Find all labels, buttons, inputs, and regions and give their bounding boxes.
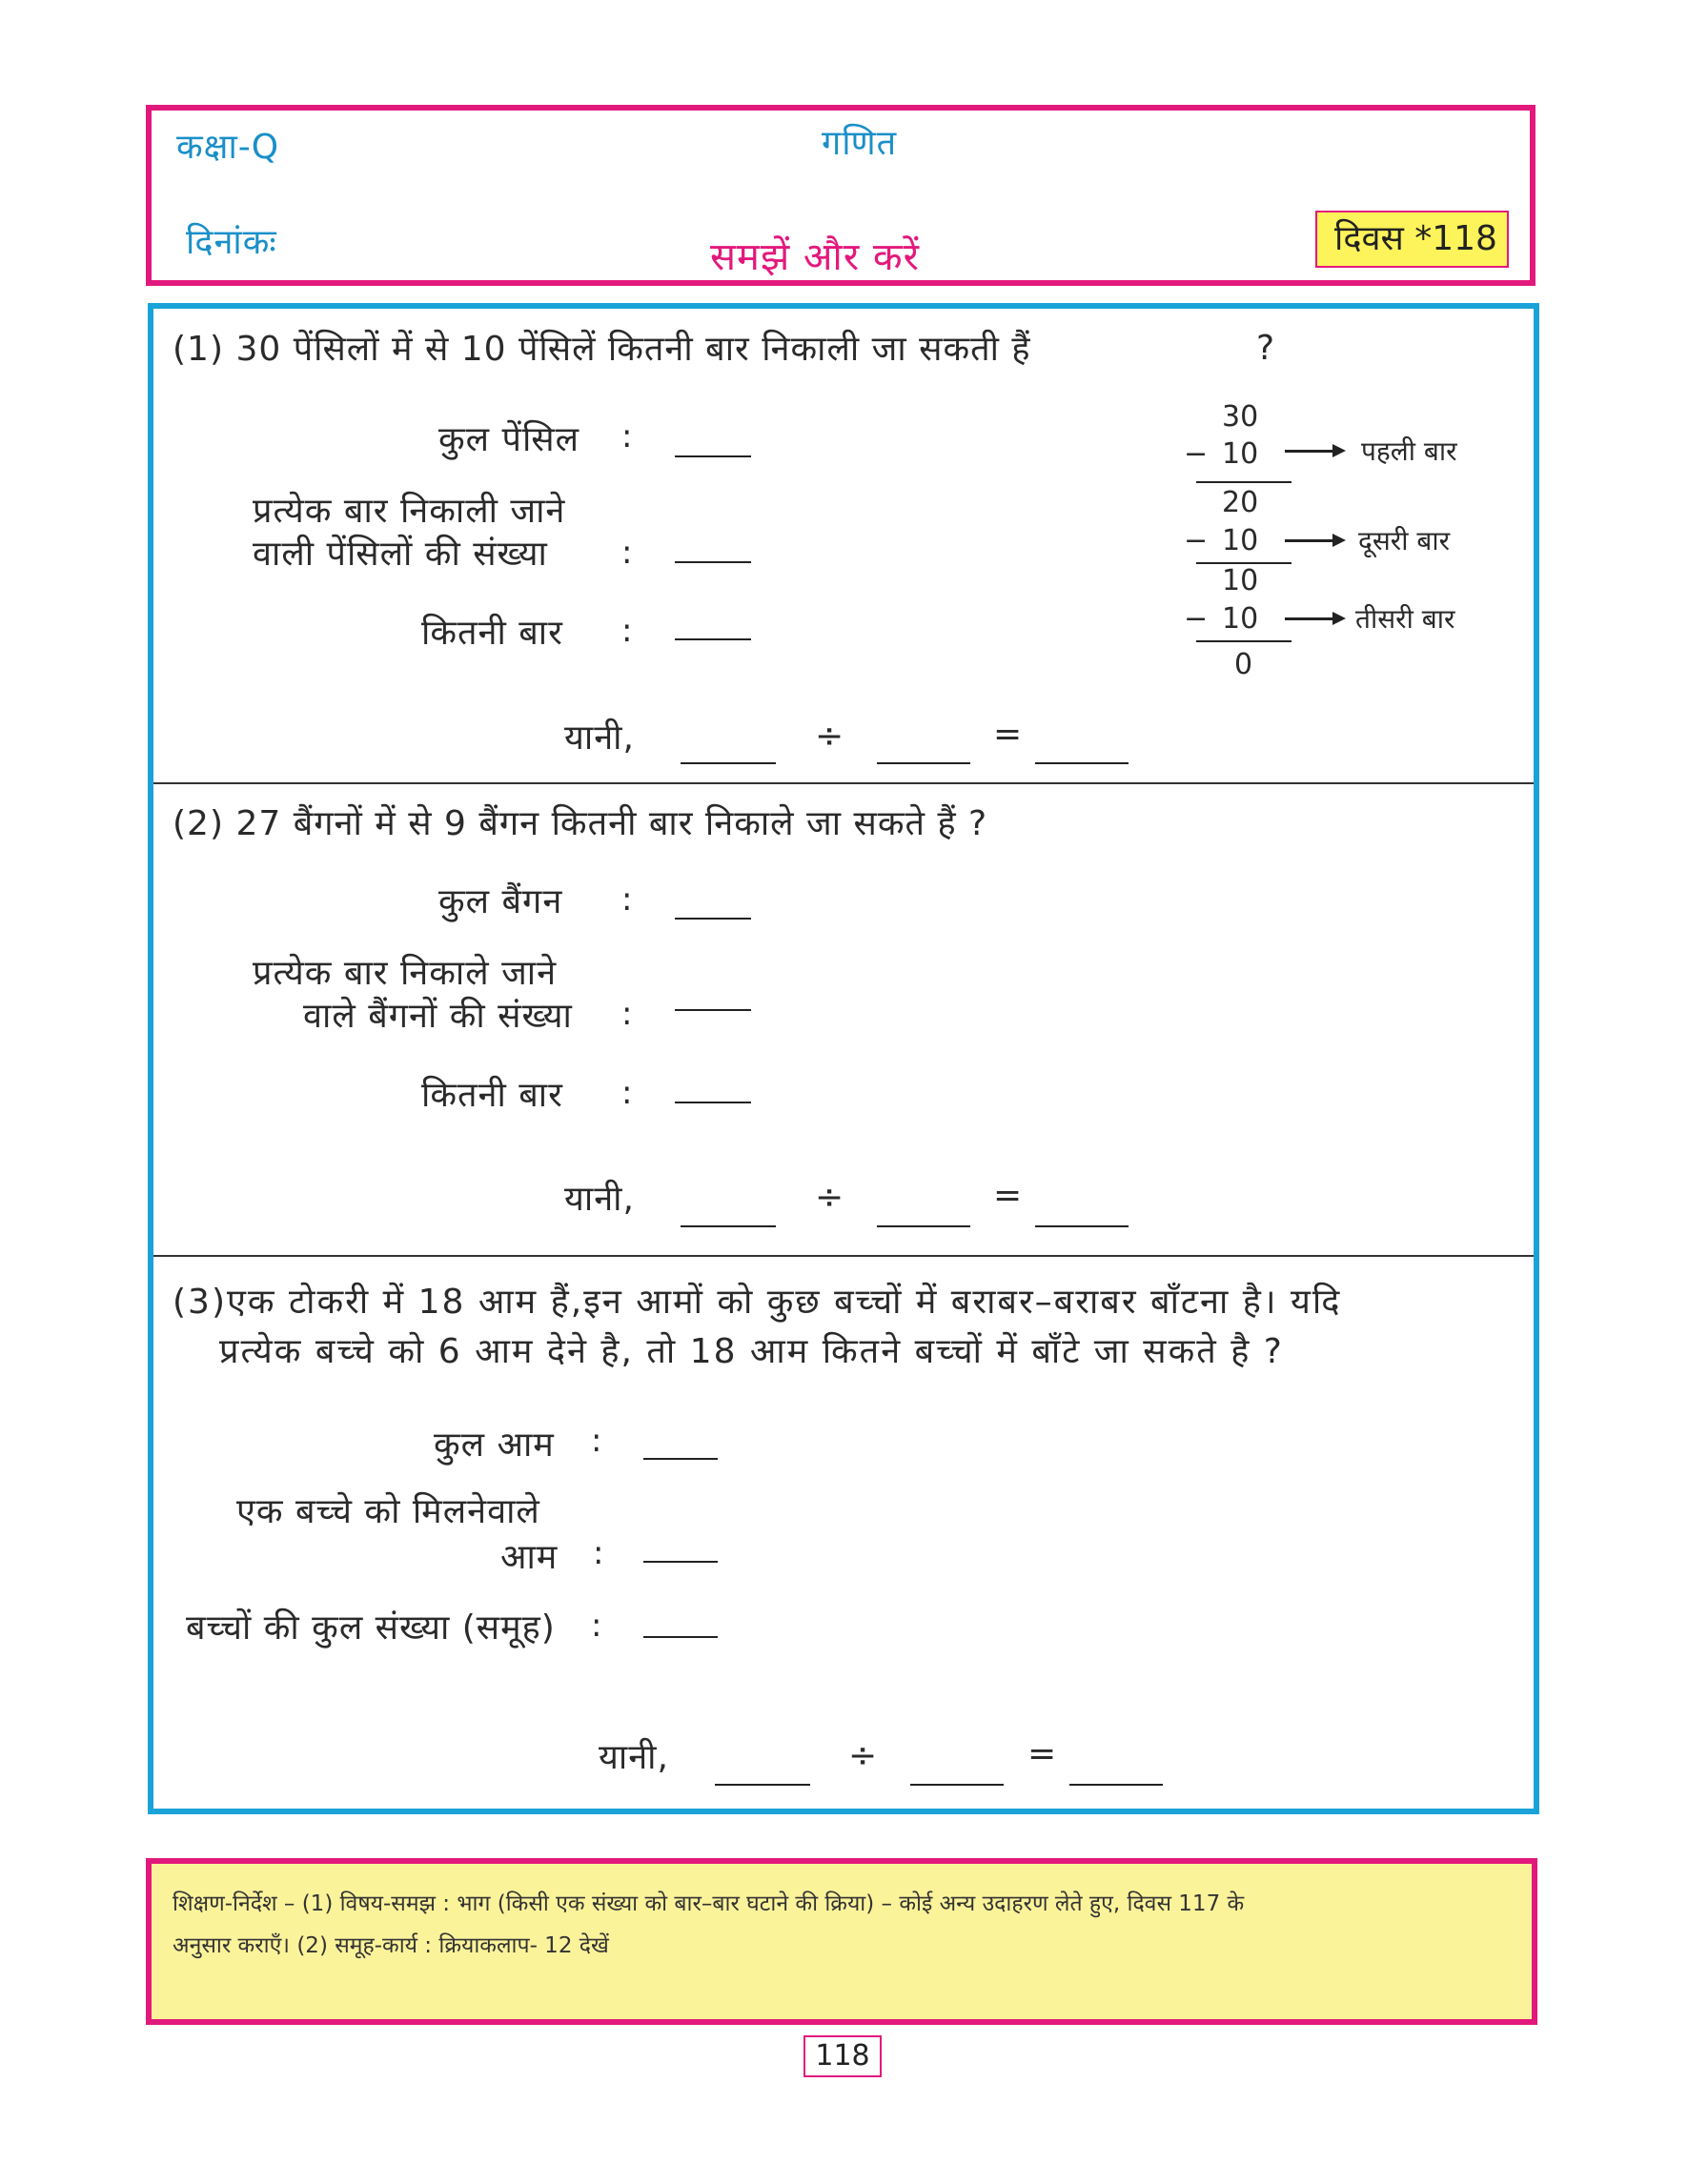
section-divider (153, 1255, 1534, 1257)
q3-question-line1: (3)एक टोकरी में 18 आम हैं,इन आमों को कुछ बच्चों में बराबर–बराबर बाँटना है। यदि (173, 1283, 1342, 1322)
subtraction-number: 10 (1222, 564, 1259, 597)
colon: : (591, 1607, 602, 1645)
q3-total-label: कुल आम (434, 1426, 555, 1465)
q1-each-label-line1: प्रत्येक बार निकाली जाने (253, 492, 566, 531)
equals-sign: = (993, 1176, 1024, 1215)
answer-blank[interactable] (675, 918, 751, 920)
answer-blank[interactable] (675, 638, 751, 640)
colon: : (621, 534, 633, 572)
answer-blank[interactable] (675, 455, 751, 457)
q1-question-mark: ? (1256, 329, 1276, 368)
colon: : (621, 1074, 633, 1112)
q2-total-label: कुल बैंगन (438, 882, 563, 921)
q3-yani: यानी, (599, 1738, 669, 1777)
subtraction-number: 0 (1234, 648, 1253, 681)
q1-times-label: कितनी बार (421, 614, 563, 653)
answer-blank[interactable] (681, 1225, 776, 1227)
colon: : (621, 880, 633, 919)
rule-line (1196, 640, 1291, 642)
answer-blank[interactable] (910, 1784, 1004, 1786)
colon: : (621, 995, 633, 1033)
answer-blank[interactable] (877, 762, 970, 764)
page-number: 118 (803, 2035, 882, 2077)
q3-children-label: बच्चों की कुल संख्या (समूह) (186, 1608, 556, 1648)
subtraction-number: 30 (1222, 400, 1259, 434)
q2-question: (2) 27 बैंगनों में से 9 बैंगन कितनी बार निकाले जा सकते हैं ? (173, 804, 988, 843)
answer-blank[interactable] (643, 1458, 718, 1460)
answer-blank[interactable] (675, 1102, 751, 1103)
arrow-head-icon (1332, 534, 1346, 547)
q1-question: (1) 30 पेंसिलों में से 10 पेंसिलें कितनी बार निकाली जा सकती हैं (173, 330, 1031, 369)
subtraction-number: 10 (1222, 524, 1259, 557)
third-time-label: तीसरी बार (1355, 603, 1455, 635)
q2-each-label-line1: प्रत्येक बार निकाले जाने (253, 954, 558, 993)
arrow-line (1285, 539, 1334, 542)
colon: : (621, 417, 633, 455)
q2-times-label: कितनी बार (421, 1076, 563, 1115)
q3-each-label-line1: एक बच्चे को मिलनेवाले (236, 1492, 540, 1531)
q1-each-label-line2: वाली पेंसिलों की संख्या (253, 535, 548, 574)
minus-sign: − (1184, 437, 1209, 471)
colon: : (591, 1422, 602, 1460)
equals-sign: = (1027, 1734, 1058, 1773)
division-sign: ÷ (848, 1736, 879, 1775)
subtraction-number: 10 (1222, 602, 1259, 636)
answer-blank[interactable] (1069, 1784, 1163, 1786)
colon: : (621, 612, 633, 650)
rule-line (1196, 481, 1291, 483)
answer-blank[interactable] (643, 1636, 718, 1638)
minus-sign: − (1184, 602, 1209, 636)
q1-yani: यानी, (564, 718, 635, 758)
arrow-head-icon (1332, 612, 1346, 625)
subtraction-number: 10 (1222, 437, 1259, 471)
answer-blank[interactable] (675, 561, 751, 563)
answer-blank[interactable] (1035, 1225, 1129, 1227)
answer-blank[interactable] (681, 762, 776, 764)
q1-total-label: कुल पेंसिल (438, 420, 580, 459)
minus-sign: − (1184, 524, 1209, 557)
day-badge: दिवस *118 (1315, 211, 1509, 268)
answer-blank[interactable] (877, 1225, 970, 1227)
q3-question-line2: प्रत्येक बच्चे को 6 आम देने है, तो 18 आम कितने बच्चों में बाँटे जा सकते है ? (219, 1332, 1284, 1371)
class-label: कक्षा-Q (176, 128, 280, 167)
arrow-line (1285, 450, 1334, 453)
section-divider (153, 782, 1534, 784)
q3-each-label-line2: आम (500, 1538, 559, 1577)
date-label: दिनांकः (186, 223, 277, 262)
answer-blank[interactable] (675, 1009, 751, 1011)
instructions-line1: शिक्षण-निर्देश – (1) विषय-समझ : भाग (किसी एक संख्या को बार–बार घटाने की क्रिया) – कोई अन्य उदाहरण लेते हुए, दिवस 117 के (173, 1891, 1245, 1916)
teaching-instructions-box (146, 1858, 1537, 2025)
equals-sign: = (993, 715, 1024, 754)
arrow-head-icon (1332, 444, 1346, 457)
q2-yani: यानी, (564, 1180, 635, 1219)
page-heading: समझें और करें (710, 235, 920, 279)
arrow-line (1285, 617, 1334, 620)
division-sign: ÷ (815, 717, 845, 756)
instructions-line2: अनुसार कराएँ। (2) समूह-कार्य : क्रियाकलाप- 12 देखें (173, 1933, 609, 1958)
subject-title: गणित (822, 124, 898, 163)
answer-blank[interactable] (715, 1784, 810, 1786)
first-time-label: पहली बार (1361, 435, 1457, 467)
answer-blank[interactable] (1035, 762, 1129, 764)
subtraction-number: 20 (1222, 486, 1259, 519)
second-time-label: दूसरी बार (1358, 525, 1451, 556)
colon: : (593, 1534, 604, 1572)
division-sign: ÷ (815, 1178, 845, 1217)
q2-each-label-line2: वाले बैंगनों की संख्या (303, 997, 573, 1036)
answer-blank[interactable] (643, 1561, 718, 1563)
